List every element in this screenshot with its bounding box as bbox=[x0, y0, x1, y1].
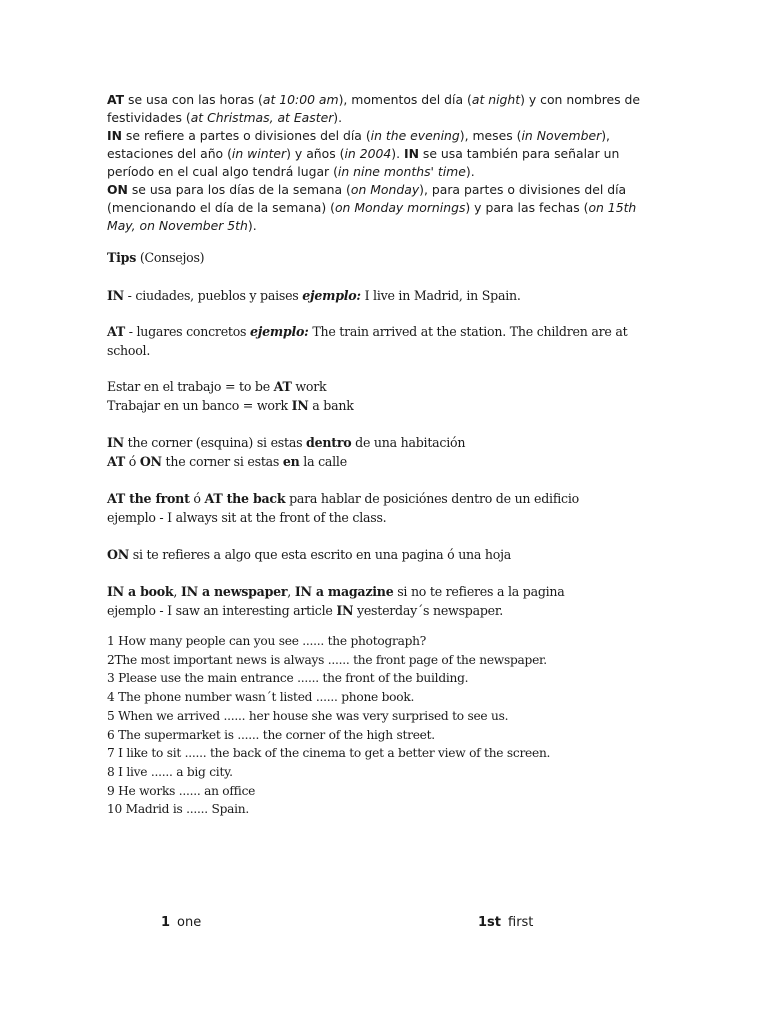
tip-in-publications: IN a book, IN a newspaper, IN a magazine si no te refieres a la pagina ejemplo - I saw an interesting article IN yesterday´s newspaper. bbox=[107, 584, 565, 618]
in-rule-line-1: IN se refiere a partes o divisiones del día (in the evening), meses (in November), bbox=[107, 128, 610, 143]
tip-on-page: ON si te refieres a algo que esta escrito en una pagina ó una hoja bbox=[107, 547, 512, 562]
exercise-item: 9 He works ...... an office bbox=[107, 783, 256, 798]
tip-at-places: AT - lugares concretos ejemplo: The train arrived at the station. The children are at school. bbox=[107, 324, 628, 358]
exercise-item: 5 When we arrived ...... her house she was very surprised to see us. bbox=[107, 708, 509, 723]
on-rule-line-2: (mencionando el día de la semana) (on Monday mornings) y para las fechas (on 15th bbox=[107, 200, 637, 215]
keyword-at: AT bbox=[107, 92, 125, 107]
tip-work: Estar en el trabajo = to be AT work Trabajar en un banco = work IN a bank bbox=[107, 379, 354, 413]
tip-corner: IN the corner (esquina) si estas dentro de una habitación AT ó ON the corner si estas en la calle bbox=[107, 435, 466, 469]
exercise-item: 10 Madrid is ...... Spain. bbox=[107, 802, 250, 817]
intro-section bbox=[107, 91, 667, 235]
exercise-item: 6 The supermarket is ...... the corner of the high street. bbox=[107, 727, 435, 742]
exercise-item: 8 I live ...... a big city. bbox=[107, 764, 233, 779]
keyword-on: ON bbox=[107, 182, 128, 197]
exercise-item: 1 How many people can you see ...... the photograph? bbox=[107, 634, 427, 648]
on-rule-line-1: ON se usa para los días de la semana (on Monday), para partes o divisiones del día bbox=[107, 182, 627, 197]
at-rule-line-2: festividades (at Christmas, at Easter). bbox=[107, 110, 343, 125]
at-rule-line-1: AT se usa con las horas (at 10:00 am), momentos del día (at night) y con nombres de bbox=[107, 92, 641, 107]
cardinal-number: 1 one bbox=[161, 915, 202, 930]
exercise-list bbox=[107, 632, 667, 819]
exercise-item: 3 Please use the main entrance ...... the front of the building. bbox=[107, 671, 469, 686]
in-rule-line-2: estaciones del año (in winter) y años (in 2004). IN se usa también para señalar un bbox=[107, 146, 620, 161]
in-rule-line-3: período en el cual algo tendrá lugar (in nine months' time). bbox=[107, 164, 475, 179]
tip-in-cities: IN - ciudades, pueblos y paises ejemplo: I live in Madrid, in Spain. bbox=[107, 288, 521, 303]
tips-heading: Tips (Consejos) bbox=[107, 250, 205, 265]
ordinal-number: 1st first bbox=[478, 915, 534, 930]
tip-front-back: AT the front ó AT the back para hablar de posiciónes dentro de un edificio ejemplo - I always sit at the front of the class. bbox=[107, 491, 579, 525]
exercise-item: 4 The phone number wasn´t listed ...... phone book. bbox=[107, 690, 415, 705]
on-rule-line-3: May, on November 5th). bbox=[107, 218, 257, 233]
exercise-item: 7 I like to sit ...... the back of the cinema to get a better view of the screen. bbox=[107, 746, 551, 761]
keyword-in: IN bbox=[107, 128, 122, 143]
exercise-item: 2The most important news is always ...... the front page of the newspaper. bbox=[107, 652, 547, 667]
